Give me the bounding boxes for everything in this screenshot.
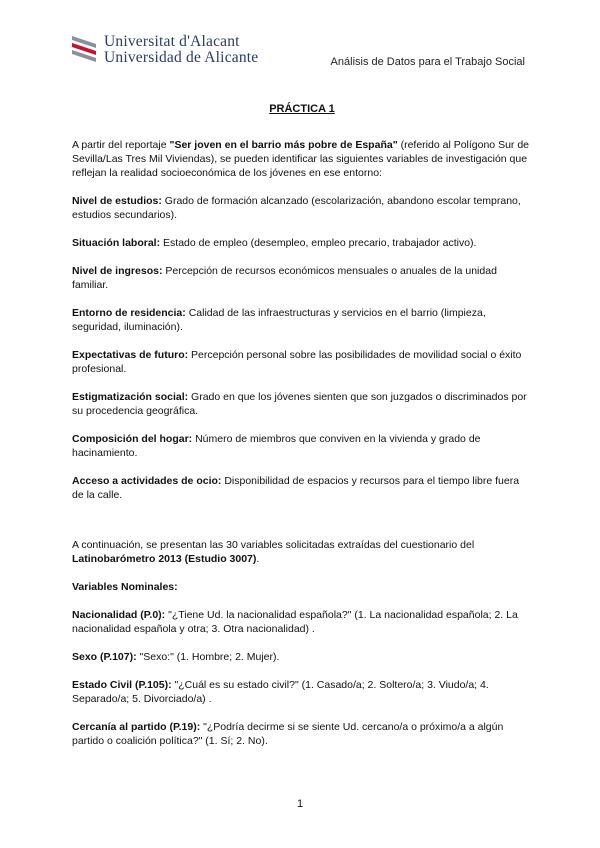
nominal-variable-item [72,720,532,748]
page-number: 1 [296,798,304,810]
nominal-variable-name: Estado Civil (P.105): [72,679,172,691]
variable-description: Percepción personal sobre las posibilidades de movilidad social o éxito profesional. [72,349,522,375]
university-logo [72,34,268,70]
university-name [104,34,258,66]
nominal-heading [72,580,532,594]
section-spacer [72,516,532,538]
variable-description: Grado de formación alcanzado (escolarización, abandono escolar temprano, estudios secundarios). [72,195,521,221]
report-title: "Ser joven en el barrio más pobre de España" [169,139,398,151]
continuation-paragraph [72,538,532,566]
nominal-heading-text: Variables Nominales: [72,581,178,593]
nominal-variable-description: "Sexo:" (1. Hombre; 2. Mujer). [136,651,280,663]
nominal-variable-name: Cercanía al partido (P.19): [72,721,201,733]
document-body [72,102,532,762]
continuation-pre: A continuación, se presentan las 30 variables solicitadas extraídas del cuestionario del [72,539,475,551]
nominal-variable-description: "¿Tiene Ud. la nacionalidad española?" (1. La nacionalidad española; 2. La nacionalidad española y otra; 3. Otra nacionalidad) . [72,609,518,635]
variable-item [72,306,532,334]
university-name-line-2: Universidad de Alicante [104,49,259,66]
variable-description: Grado en que los jóvenes sienten que son juzgados o discriminados por su procedencia geográfica. [72,391,527,417]
variable-item [72,194,532,222]
nominal-variable-description: "¿Cuál es su estado civil?" (1. Casado/a; 2. Soltero/a; 3. Viudo/a; 4. Separado/a; 5. Divorciado/a) . [72,679,489,705]
variable-description: Número de miembros que conviven en la vivienda y grado de hacinamiento. [72,433,481,459]
intro-pre: A partir del reportaje [72,139,170,151]
variable-description: Estado de empleo (desempleo, empleo precario, trabajador activo). [160,237,477,249]
nominal-variable-item [72,678,532,706]
variable-name: Estigmatización social: [72,391,189,403]
intro-paragraph [72,138,532,180]
variable-name: Nivel de estudios: [72,195,162,207]
document-title: PRÁCTICA 1 [269,103,335,115]
variable-name: Entorno de residencia: [72,307,186,319]
variable-name: Composición del hogar: [72,433,193,445]
variable-item [72,390,532,418]
nominal-variable-name: Sexo (P.107): [72,651,137,663]
variable-name: Acceso a actividades de ocio: [72,475,222,487]
variable-name: Situación laboral: [72,237,161,249]
variable-description: Disponibilidad de espacios y recursos para el tiempo libre fuera de la calle. [72,475,520,501]
variable-name: Expectativas de futuro: [72,349,189,361]
research-variables [72,194,532,502]
nominal-variable-item [72,608,532,636]
university-emblem-icon [72,36,98,66]
variable-item [72,348,532,376]
survey-source: Latinobarómetro 2013 (Estudio 3007) [72,553,257,565]
nominal-variable-description: "¿Podría decirme si se siente Ud. cercano/a o próximo/a a algún partido o coalición política?" (1. Sí; 2. No). [72,721,504,747]
course-title: Análisis de Datos para el Trabajo Social [330,56,525,68]
university-name-line-1: Universitat d'Alacant [104,33,240,50]
variable-item [72,432,532,460]
intro-post: (referido al Polígono Sur de Sevilla/Las Tres Mil Viviendas), se pueden identificar las siguientes variables de investigación que reflejan la realidad socioeconómica de los jóvenes en ese entorno: [72,139,529,179]
continuation-post: . [256,553,260,565]
variable-description: Calidad de las infraestructuras y servicios en el barrio (limpieza, seguridad, iluminación). [72,307,486,333]
variable-item [72,474,532,502]
variable-item [72,236,532,250]
variable-name: Nivel de ingresos: [72,265,163,277]
variable-description: Percepción de recursos económicos mensuales o anuales de la unidad familiar. [72,265,497,291]
nominal-variable-name: Nacionalidad (P.0): [72,609,166,621]
variable-item [72,264,532,292]
nominal-variable-item [72,650,532,664]
